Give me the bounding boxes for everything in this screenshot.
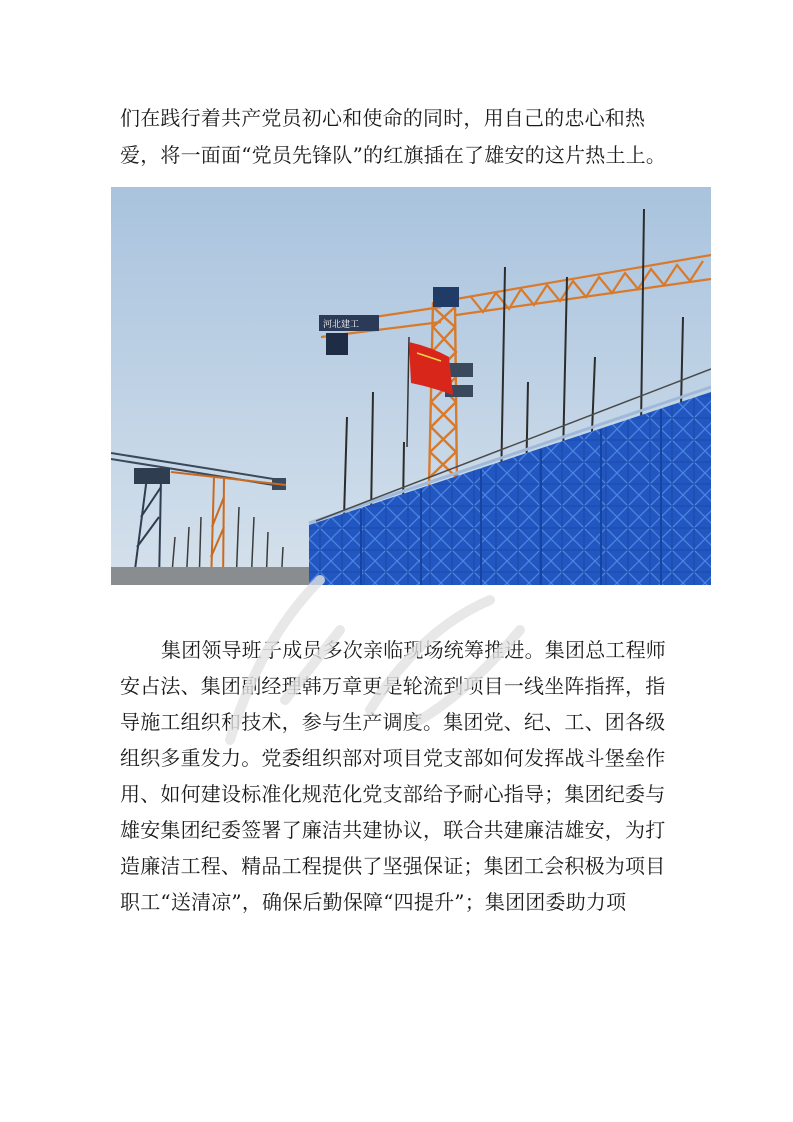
- paragraph-line: 们在践行着共产党员初心和使命的同时，用自己的忠心和热: [120, 106, 646, 130]
- intro-paragraph: [120, 100, 680, 174]
- paragraph-line: 职工“送清凉”，确保后勤保障“四提升”；集团团委助力项: [120, 890, 627, 914]
- paragraph-line: 安占法、集团副经理韩万章更是轮流到项目一线坐阵指挥，指: [120, 674, 666, 698]
- paragraph-line: 集团领导班子成员多次亲临现场统筹推进。集团总工程师: [161, 638, 666, 662]
- paragraph-line: 雄安集团纪委签署了廉洁共建协议，联合共建廉洁雄安，为打: [120, 818, 666, 842]
- paragraph-line: 组织多重发力。党委组织部对项目党支部如何发挥战斗堡垒作: [120, 746, 666, 770]
- paragraph-line: 导施工组织和技术，参与生产调度。集团党、纪、工、团各级: [120, 710, 666, 734]
- crane-sign: 河北建工: [323, 320, 360, 330]
- paragraph-line: 爱，将一面面“党员先锋队”的红旗插在了雄安的这片热土上。: [120, 143, 667, 167]
- paragraph-line: 用、如何建设标准化规范化党支部给予耐心指导；集团纪委与: [120, 782, 666, 806]
- body-paragraph: [120, 632, 680, 920]
- paragraph-line: 造廉洁工程、精品工程提供了坚强保证；集团工会积极为项目: [120, 854, 666, 878]
- construction-site-photo: [111, 187, 711, 585]
